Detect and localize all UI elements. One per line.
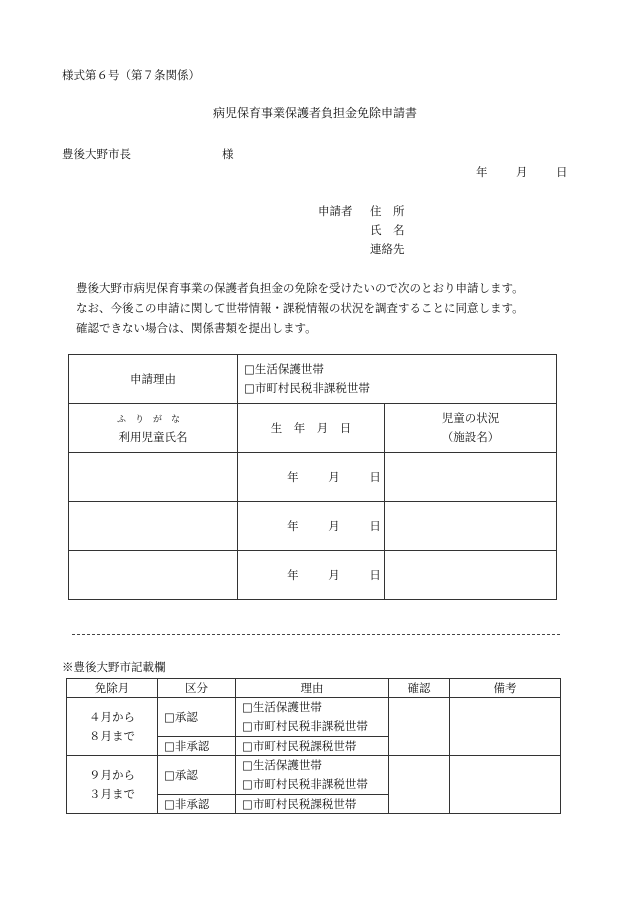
furigana-label: ふりがな xyxy=(116,414,189,425)
facility-name-label: （施設名） xyxy=(441,430,500,444)
confirm-cell[interactable] xyxy=(389,756,450,814)
reason-taxed[interactable]: □市町村民税課税世帯 xyxy=(236,795,389,814)
child-name-cell[interactable] xyxy=(69,453,238,502)
birth-year-label: 年 xyxy=(287,519,299,533)
birth-month-label: 月 xyxy=(328,519,340,533)
header-remarks: 備考 xyxy=(450,679,561,698)
period-end-label: ３月まで xyxy=(89,786,135,801)
birth-day-label: 日 xyxy=(369,470,381,484)
reject-checkbox[interactable]: □非承認 xyxy=(158,795,236,814)
header-category: 区分 xyxy=(158,679,236,698)
table-row xyxy=(69,453,557,502)
date-year-label: 年 xyxy=(476,165,488,179)
application-table xyxy=(68,354,557,600)
date-day-label: 日 xyxy=(556,165,568,179)
table-row xyxy=(69,551,557,600)
reason-option-tax-exempt[interactable]: □市町村民税非課税世帯 xyxy=(244,381,370,395)
city-section-heading: ※豊後大野市記載欄 xyxy=(62,660,166,674)
reason-label: 申請理由 xyxy=(69,355,238,404)
child-name-cell[interactable] xyxy=(69,502,238,551)
birth-year-label: 年 xyxy=(287,470,299,484)
addressee-name: 豊後大野市長 xyxy=(62,147,131,161)
child-status-label: 児童の状況 xyxy=(441,411,500,425)
reason-option-welfare[interactable]: □生活保護世帯 xyxy=(244,362,324,376)
form-number: 様式第６号（第７条関係） xyxy=(62,68,200,82)
birth-date-header: 生 年 月 日 xyxy=(238,404,385,453)
body-line-1: 豊後大野市病児保育事業の保護者負担金の免除を受けたいので次のとおり申請します。 xyxy=(76,281,524,295)
reason-taxed[interactable]: □市町村民税課税世帯 xyxy=(236,737,389,756)
child-name-cell[interactable] xyxy=(69,551,238,600)
child-name-label: 利用児童氏名 xyxy=(118,429,188,444)
date-month-label: 月 xyxy=(516,165,528,179)
addressee-honorific: 様 xyxy=(222,147,234,161)
reason-tax-exempt[interactable]: □市町村民税非課税世帯 xyxy=(242,777,368,791)
reject-checkbox[interactable]: □非承認 xyxy=(158,737,236,756)
header-reason: 理由 xyxy=(236,679,389,698)
birth-date-cell[interactable] xyxy=(238,551,385,600)
birth-month-label: 月 xyxy=(328,568,340,582)
applicant-label: 申請者 xyxy=(318,204,353,218)
header-confirm: 確認 xyxy=(389,679,450,698)
header-exempt-month: 免除月 xyxy=(67,679,158,698)
birth-date-cell[interactable] xyxy=(238,453,385,502)
period-start-label: ４月から xyxy=(89,709,135,724)
period-start-label: ９月から xyxy=(89,767,135,782)
birth-day-label: 日 xyxy=(369,568,381,582)
reason-tax-exempt[interactable]: □市町村民税非課税世帯 xyxy=(242,719,368,733)
remarks-cell[interactable] xyxy=(450,698,561,756)
period-sep-mar xyxy=(67,756,158,814)
child-status-cell[interactable] xyxy=(385,551,557,600)
reason-options xyxy=(238,355,557,404)
birth-year-label: 年 xyxy=(287,568,299,582)
reason-options-approve xyxy=(236,698,389,737)
remarks-cell[interactable] xyxy=(450,756,561,814)
confirm-cell[interactable] xyxy=(389,698,450,756)
child-name-header xyxy=(69,404,238,453)
body-line-2: なお、今後この申請に関して世帯情報・課税情報の状況を調査することに同意します。 xyxy=(76,301,524,315)
child-status-cell[interactable] xyxy=(385,453,557,502)
reason-welfare[interactable]: □生活保護世帯 xyxy=(242,758,322,772)
reason-options-approve xyxy=(236,756,389,795)
page-title: 病児保育事業保護者負担金免除申請書 xyxy=(212,106,417,120)
child-status-cell[interactable] xyxy=(385,502,557,551)
applicant-address-label: 住 所 xyxy=(370,204,405,218)
applicant-name-label: 氏 名 xyxy=(370,223,405,237)
period-apr-aug xyxy=(67,698,158,756)
applicant-contact-label: 連絡先 xyxy=(370,242,405,256)
birth-date-cell[interactable] xyxy=(238,502,385,551)
cut-line-divider xyxy=(72,634,560,635)
reason-welfare[interactable]: □生活保護世帯 xyxy=(242,700,322,714)
birth-month-label: 月 xyxy=(328,470,340,484)
body-line-3: 確認できない場合は、関係書類を提出します。 xyxy=(76,321,317,335)
period-end-label: ８月まで xyxy=(89,728,135,743)
approve-checkbox[interactable]: □承認 xyxy=(158,756,236,795)
table-row xyxy=(69,502,557,551)
approve-checkbox[interactable]: □承認 xyxy=(158,698,236,737)
birth-day-label: 日 xyxy=(369,519,381,533)
child-status-header xyxy=(385,404,557,453)
city-table xyxy=(66,678,561,814)
